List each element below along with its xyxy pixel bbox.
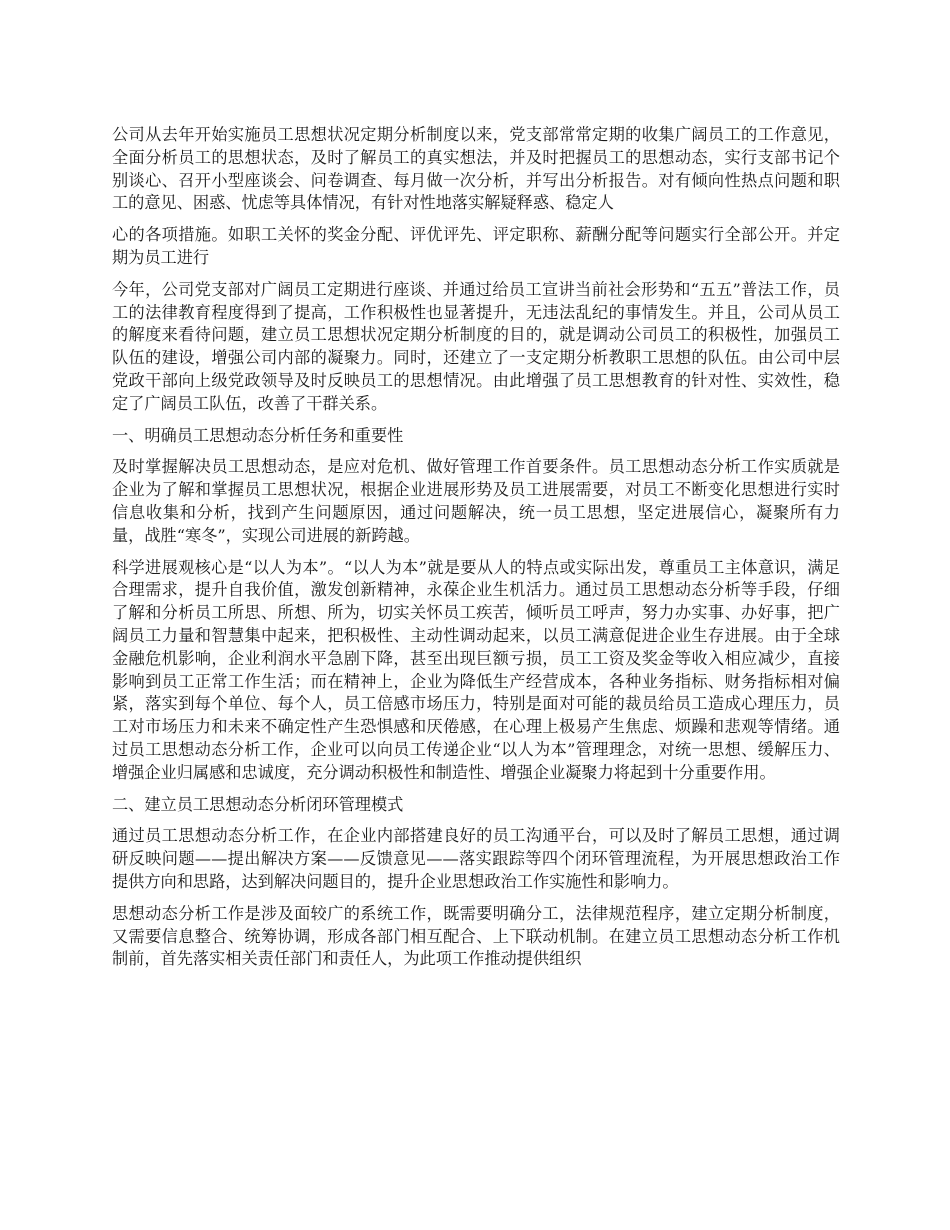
paragraph-system-work: 思想动态分析工作是涉及面较广的系统工作，既需要明确分工，法律规范程序，建立定期分析制度，又需要信息整合、统筹协调，形成各部门相互配合、上下联动机制。在建立员工思想动态分析工作机制前，首先落实相关责任部门和责任人，为此项工作推动提供组织 [112, 903, 840, 969]
document-body [112, 124, 840, 980]
paragraph-closed-loop: 通过员工思想动态分析工作，在企业内部搭建良好的员工沟通平台，可以及时了解员工思想，通过调研反映问题——提出解决方案——反馈意见——落实跟踪等四个闭环管理流程，为开展思想政治工作提供方向和思路，达到解决问题目的，提升企业思想政治工作实施性和影响力。 [112, 826, 840, 891]
section-heading-2: 二、建立员工思想动态分析闭环管理模式 [112, 794, 404, 814]
paragraph-intro: 公司从去年开始实施员工思想状况定期分析制度以来，党支部常常定期的收集广阔员工的工作意见，全面分析员工的思想状态，及时了解员工的真实想法，并及时把握员工的思想动态，实行支部书记个别谈心、召开小型座谈会、问卷调查、每月做一次分析，并写出分析报告。对有倾向性热点问题和职工的意见、困惑、忧虑等具体情况，有针对性地落实解疑释惑、稳定人 [112, 125, 840, 213]
paragraph-this-year: 今年，公司党支部对广阔员工定期进行座谈、并通过给员工宣讲当前社会形势和“五五”普法工作，员工的法律教育程度得到了提高，工作积极性也显著提升，无违法乱纪的事情发生。并且，公司从员工的解度来看待问题，建立员工思想状况定期分析制度的目的，就是调动公司员工的积极性，加强员工队伍的建设，增强公司内部的凝聚力。同时，还建立了一支定期分析教职工思想的队伍。由公司中层党政干部向上级党政领导及时反映员工的思想情况。由此增强了员工思想教育的针对性、实效性，稳定了广阔员工队伍，改善了干群关系。 [112, 279, 840, 413]
section-heading-1: 一、明确员工思想动态分析任务和重要性 [112, 425, 404, 445]
paragraph-timely-grasp: 及时掌握解决员工思想动态，是应对危机、做好管理工作首要条件。员工思想动态分析工作实质就是企业为了解和掌握员工思想状况，根据企业进展形势及员工进展需要，对员工不断变化思想进行实时信息收集和分析，找到产生问题原因，通过问题解决，统一员工思想，坚定进展信心，凝聚所有力量，战胜“寒冬”，实现公司进展的新跨越。 [112, 457, 840, 545]
paragraph-people-oriented: 科学进展观核心是“以人为本”。“以人为本”就是要从人的特点或实际出发，尊重员工主体意识，满足合理需求，提升自我价值，激发创新精神，永葆企业生机活力。通过员工思想动态分析等手段，仔细了解和分析员工所思、所想、所为，切实关怀员工疾苦，倾听员工呼声，努力办实事、办好事，把广阔员工力量和智慧集中起来，把积极性、主动性调动起来，以员工满意促进企业生存进展。由于全球金融危机影响，企业利润水平急剧下降，甚至出现巨额亏损，员工工资及奖金等收入相应减少，直接影响到员工正常工作生活；而在精神上，企业为降低生产经营成本，各种业务指标、财务指标相对偏紧，落实到每个单位、每个人，员工倍感市场压力，特别是面对可能的裁员给员工造成心理压力，员工对市场压力和未来不确定性产生恐惧感和厌倦感，在心理上极易产生焦虑、烦躁和悲观等情绪。通过员工思想动态分析工作，企业可以向员工传递企业“以人为本”管理理念，对统一思想、缓解压力、增强企业归属感和忠诚度，充分调动积极性和制造性、增强企业凝聚力将起到十分重要作用。 [112, 557, 840, 782]
paragraph-measures: 心的各项措施。如职工关怀的奖金分配、评优评先、评定职称、薪酬分配等问题实行全部公开。并定期为员工进行 [112, 225, 840, 267]
